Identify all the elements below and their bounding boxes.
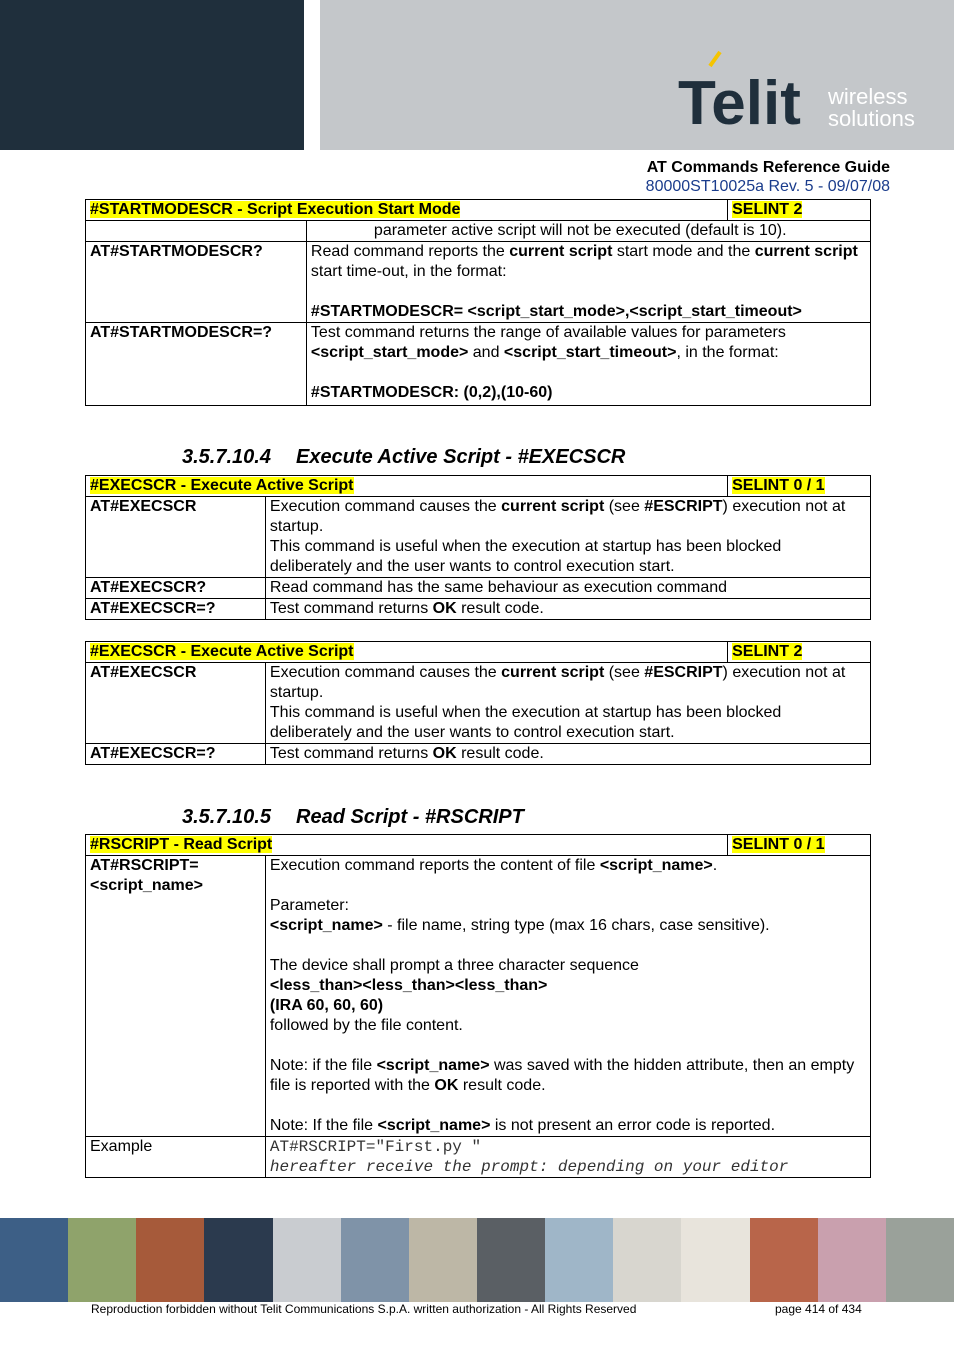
selint-badge: SELINT 0 / 1 (732, 836, 825, 853)
footer-copyright: Reproduction forbidden without Telit Communications S.p.A. written authorization - All Rights Reserved (91, 1302, 637, 1316)
selint-badge: SELINT 2 (732, 643, 803, 660)
doc-title: AT Commands Reference Guide (646, 159, 890, 176)
command-desc: Test command returns OK result code. (265, 744, 870, 765)
table-title: #EXECSCR - Execute Active Script (90, 643, 354, 660)
rscript-table (85, 834, 871, 1178)
footer-photo-strip (0, 1218, 954, 1302)
command-name: AT#STARTMODESCR? (86, 242, 307, 323)
execscr-table-selint2 (85, 641, 871, 765)
command-name: AT#RSCRIPT= <script_name> (86, 856, 266, 1137)
section-heading: 3.5.7.10.4 Execute Active Script - #EXECSCR (182, 446, 626, 468)
command-name: AT#EXECSCR=? (86, 744, 266, 765)
command-desc: Test command returns OK result code. (265, 599, 870, 620)
command-desc: Read command has the same behaviour as execution command (265, 578, 870, 599)
section-heading: 3.5.7.10.5 Read Script - #RSCRIPT (182, 806, 524, 828)
header-dark-block (0, 0, 304, 150)
response-format: #STARTMODESCR: (0,2),(10-60) (310, 384, 553, 401)
telit-logo (676, 48, 936, 132)
example-label: Example (86, 1137, 266, 1178)
command-name: AT#EXECSCR (86, 663, 266, 744)
startmodescr-table (85, 199, 871, 406)
selint-badge: SELINT 0 / 1 (732, 477, 825, 494)
command-name: AT#EXECSCR (86, 497, 266, 578)
selint-badge: SELINT 2 (732, 201, 803, 218)
footer-page-number: page 414 of 434 (775, 1302, 862, 1316)
table-title: #EXECSCR - Execute Active Script (90, 477, 354, 494)
table-title: #RSCRIPT - Read Script (90, 836, 273, 853)
command-desc: Execution command causes the current script (see #ESCRIPT) execution not at startup. This command is useful when the execution at startup has been blocked deliberately and the user wants to control execution start. (265, 663, 870, 744)
param-desc: parameter active script will not be executed (default is 10). (306, 221, 870, 242)
table-title: #STARTMODESCR - Script Execution Start Mode (90, 201, 461, 218)
example-code: AT#RSCRIPT="First.py " hereafter receive the prompt: depending on your editor (265, 1137, 870, 1178)
command-name: AT#STARTMODESCR=? (86, 323, 307, 406)
command-desc: Test command returns the range of available values for parameters <script_start_mode> and <script_start_timeout>, in the format: #STARTMODESCR: (0,2),(10-60) (306, 323, 870, 406)
response-format: #STARTMODESCR= <script_start_mode>,<script_start_timeout> (310, 303, 802, 320)
command-desc: Execution command reports the content of file <script_name>. Parameter: <script_name> - file name, string type (max 16 chars, case sensitive). The device shall prompt a three character sequence <less_than><less_than><less_than> (IRA 60, 60, 60) followed by the file content. Note: if the file <script_name> was saved with the hidden attribute, then an empty file is reported with the OK result code. Note: If the file <script_name> is not present an error code is reported. (265, 856, 870, 1137)
command-desc: Read command reports the current script start mode and the current script start time-out, in the format: #STARTMODESCR= <script_start_mode>,<script_start_timeout> (306, 242, 870, 323)
logo-tagline-2: solutions (828, 106, 915, 131)
command-desc: Execution command causes the current script (see #ESCRIPT) execution not at startup. This command is useful when the execution at startup has been blocked deliberately and the user wants to control execution start. (265, 497, 870, 578)
logo-tagline-1: wireless (828, 84, 908, 109)
doc-revision: 80000ST10025a Rev. 5 - 09/07/08 (645, 178, 890, 195)
execscr-table-selint01 (85, 475, 871, 620)
command-name: AT#EXECSCR? (86, 578, 266, 599)
command-name: AT#EXECSCR=? (86, 599, 266, 620)
logo-text: Telit (678, 69, 801, 132)
